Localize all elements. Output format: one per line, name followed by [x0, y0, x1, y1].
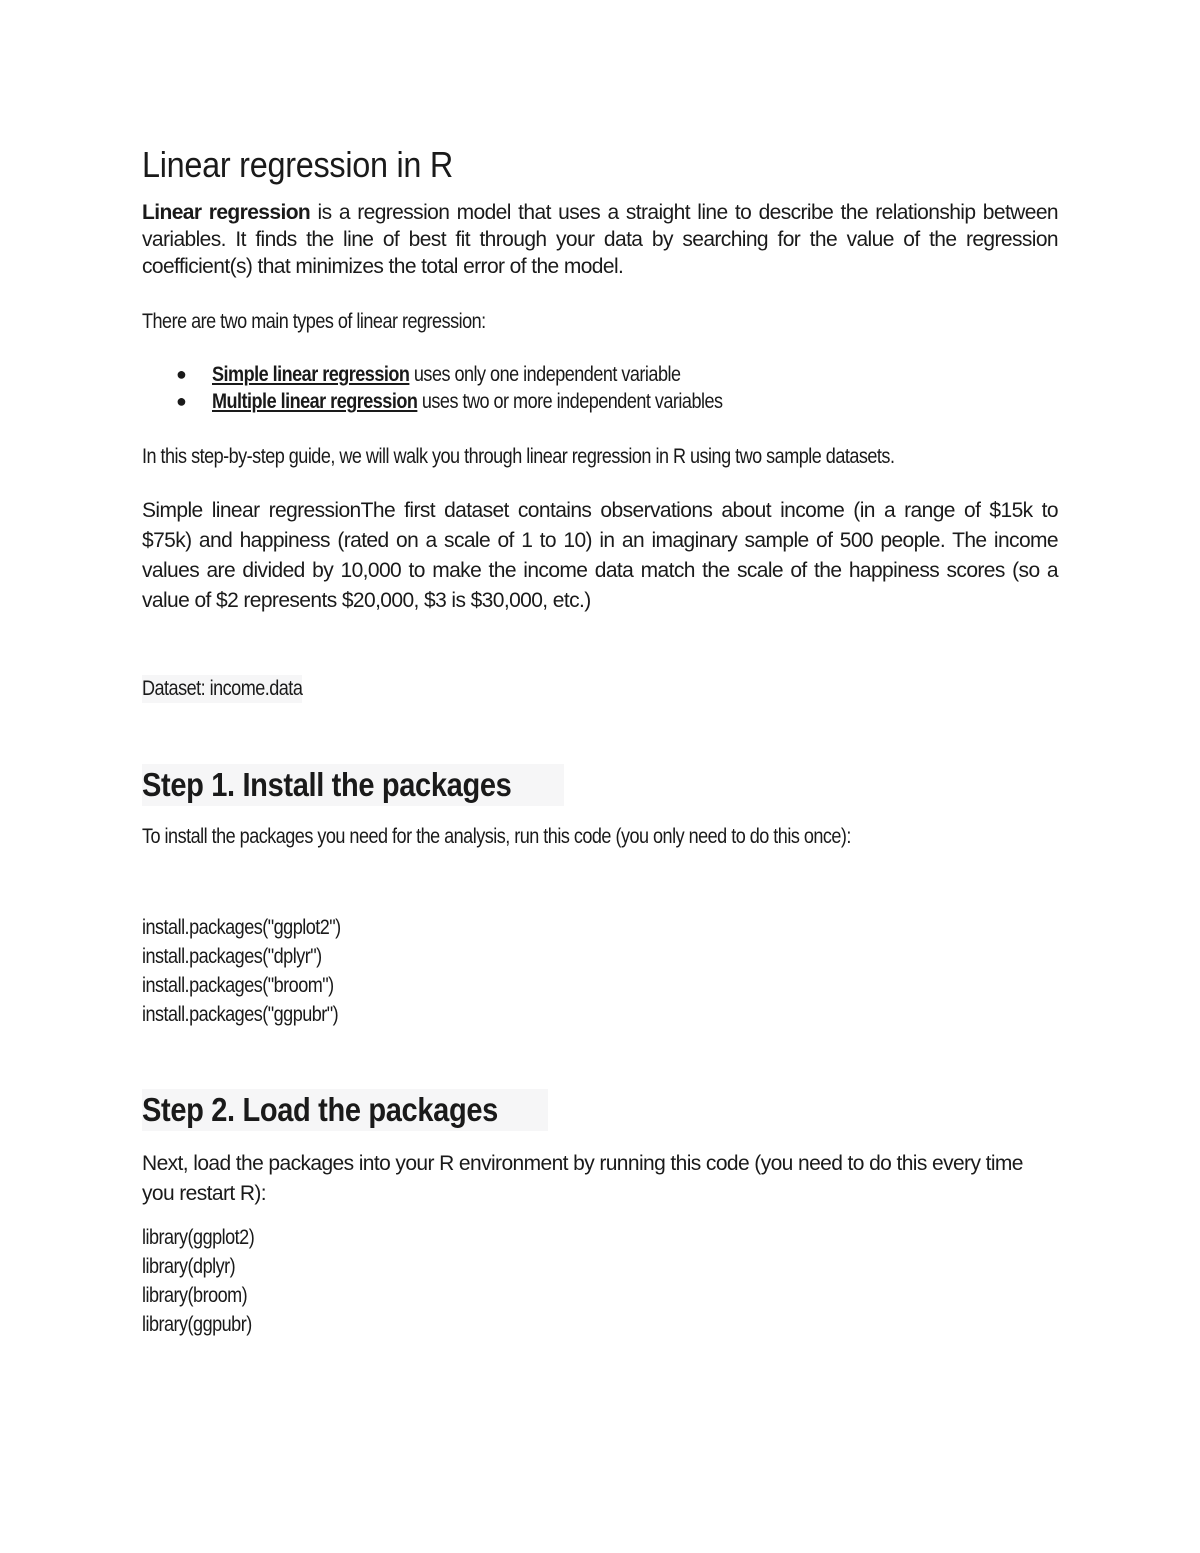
list-item	[142, 361, 806, 388]
types-list	[142, 361, 806, 415]
bullet-icon: ●	[176, 364, 187, 384]
page-title	[142, 143, 488, 187]
guide-text	[142, 443, 1017, 471]
code-line-text: library(broom)	[142, 1284, 248, 1307]
code-line	[142, 971, 365, 1000]
code-line-text: install.packages("ggpubr")	[142, 1003, 339, 1026]
intro-text: is a regression model that uses a straight line to describe the relationship between variables. It finds the line of best fit through your data by searching for the value of the regression coefficient(s) that minimizes the total error of the model.	[142, 201, 1058, 278]
code-line-text: library(ggpubr)	[142, 1313, 252, 1336]
code-line	[142, 1281, 264, 1310]
step2-text: Next, load the packages into your R environment by running this code (you need to do this every time you restart R):	[142, 1152, 1023, 1205]
bullet-icon: ●	[176, 391, 187, 411]
code-line-text: install.packages("ggplot2")	[142, 916, 341, 939]
code-line-text: install.packages("dplyr")	[142, 945, 322, 968]
code-line	[142, 1223, 272, 1252]
step1-heading-text: Step 1. Install the packages	[142, 766, 512, 803]
dataset-label-text: Dataset: income.data	[142, 675, 302, 703]
intro-bold-term: Linear regression	[142, 201, 311, 224]
step2-heading	[142, 1089, 548, 1131]
code-line-text: install.packages("broom")	[142, 974, 334, 997]
list-item-term: Multiple linear regression	[212, 390, 418, 413]
dataset-paragraph: Simple linear regressionThe first dataset contains observations about income (in a range of $15k to $75k) and happiness (rated on a scale of 1 to 10) in an imaginary sample of 500 people. The income values are divided by 10,000 to make the income data match the scale of the happiness scores (so a value of $2 represents $20,000, $3 is $30,000, etc.)	[142, 499, 1058, 612]
step1-heading	[142, 764, 564, 806]
code-line	[142, 1000, 370, 1029]
code-line	[142, 1252, 250, 1281]
step1-text-content: To install the packages you need for the analysis, run this code (you only need to do this once):	[142, 825, 851, 848]
code-line	[142, 913, 373, 942]
code-line-text: library(ggplot2)	[142, 1226, 255, 1249]
code-line	[142, 942, 351, 971]
list-item-text	[212, 361, 681, 388]
step1-text	[142, 823, 966, 851]
types-intro	[142, 308, 542, 336]
code-line	[142, 1310, 270, 1339]
list-item-term: Simple linear regression	[212, 363, 410, 386]
list-item-desc: uses only one independent variable	[409, 363, 681, 386]
guide-text-content: In this step-by-step guide, we will walk you through linear regression in R using two sample datasets.	[142, 445, 895, 468]
page-title-text: Linear regression in R	[142, 144, 454, 185]
list-item-text	[212, 388, 723, 415]
types-intro-text: There are two main types of linear regression:	[142, 310, 486, 333]
intro-paragraph	[142, 199, 1058, 280]
code-line-text: library(dplyr)	[142, 1255, 236, 1278]
dataset-label	[142, 675, 328, 703]
list-item	[142, 388, 806, 415]
step2-heading-text: Step 2. Load the packages	[142, 1091, 498, 1128]
list-item-desc: uses two or more independent variables	[417, 390, 723, 413]
